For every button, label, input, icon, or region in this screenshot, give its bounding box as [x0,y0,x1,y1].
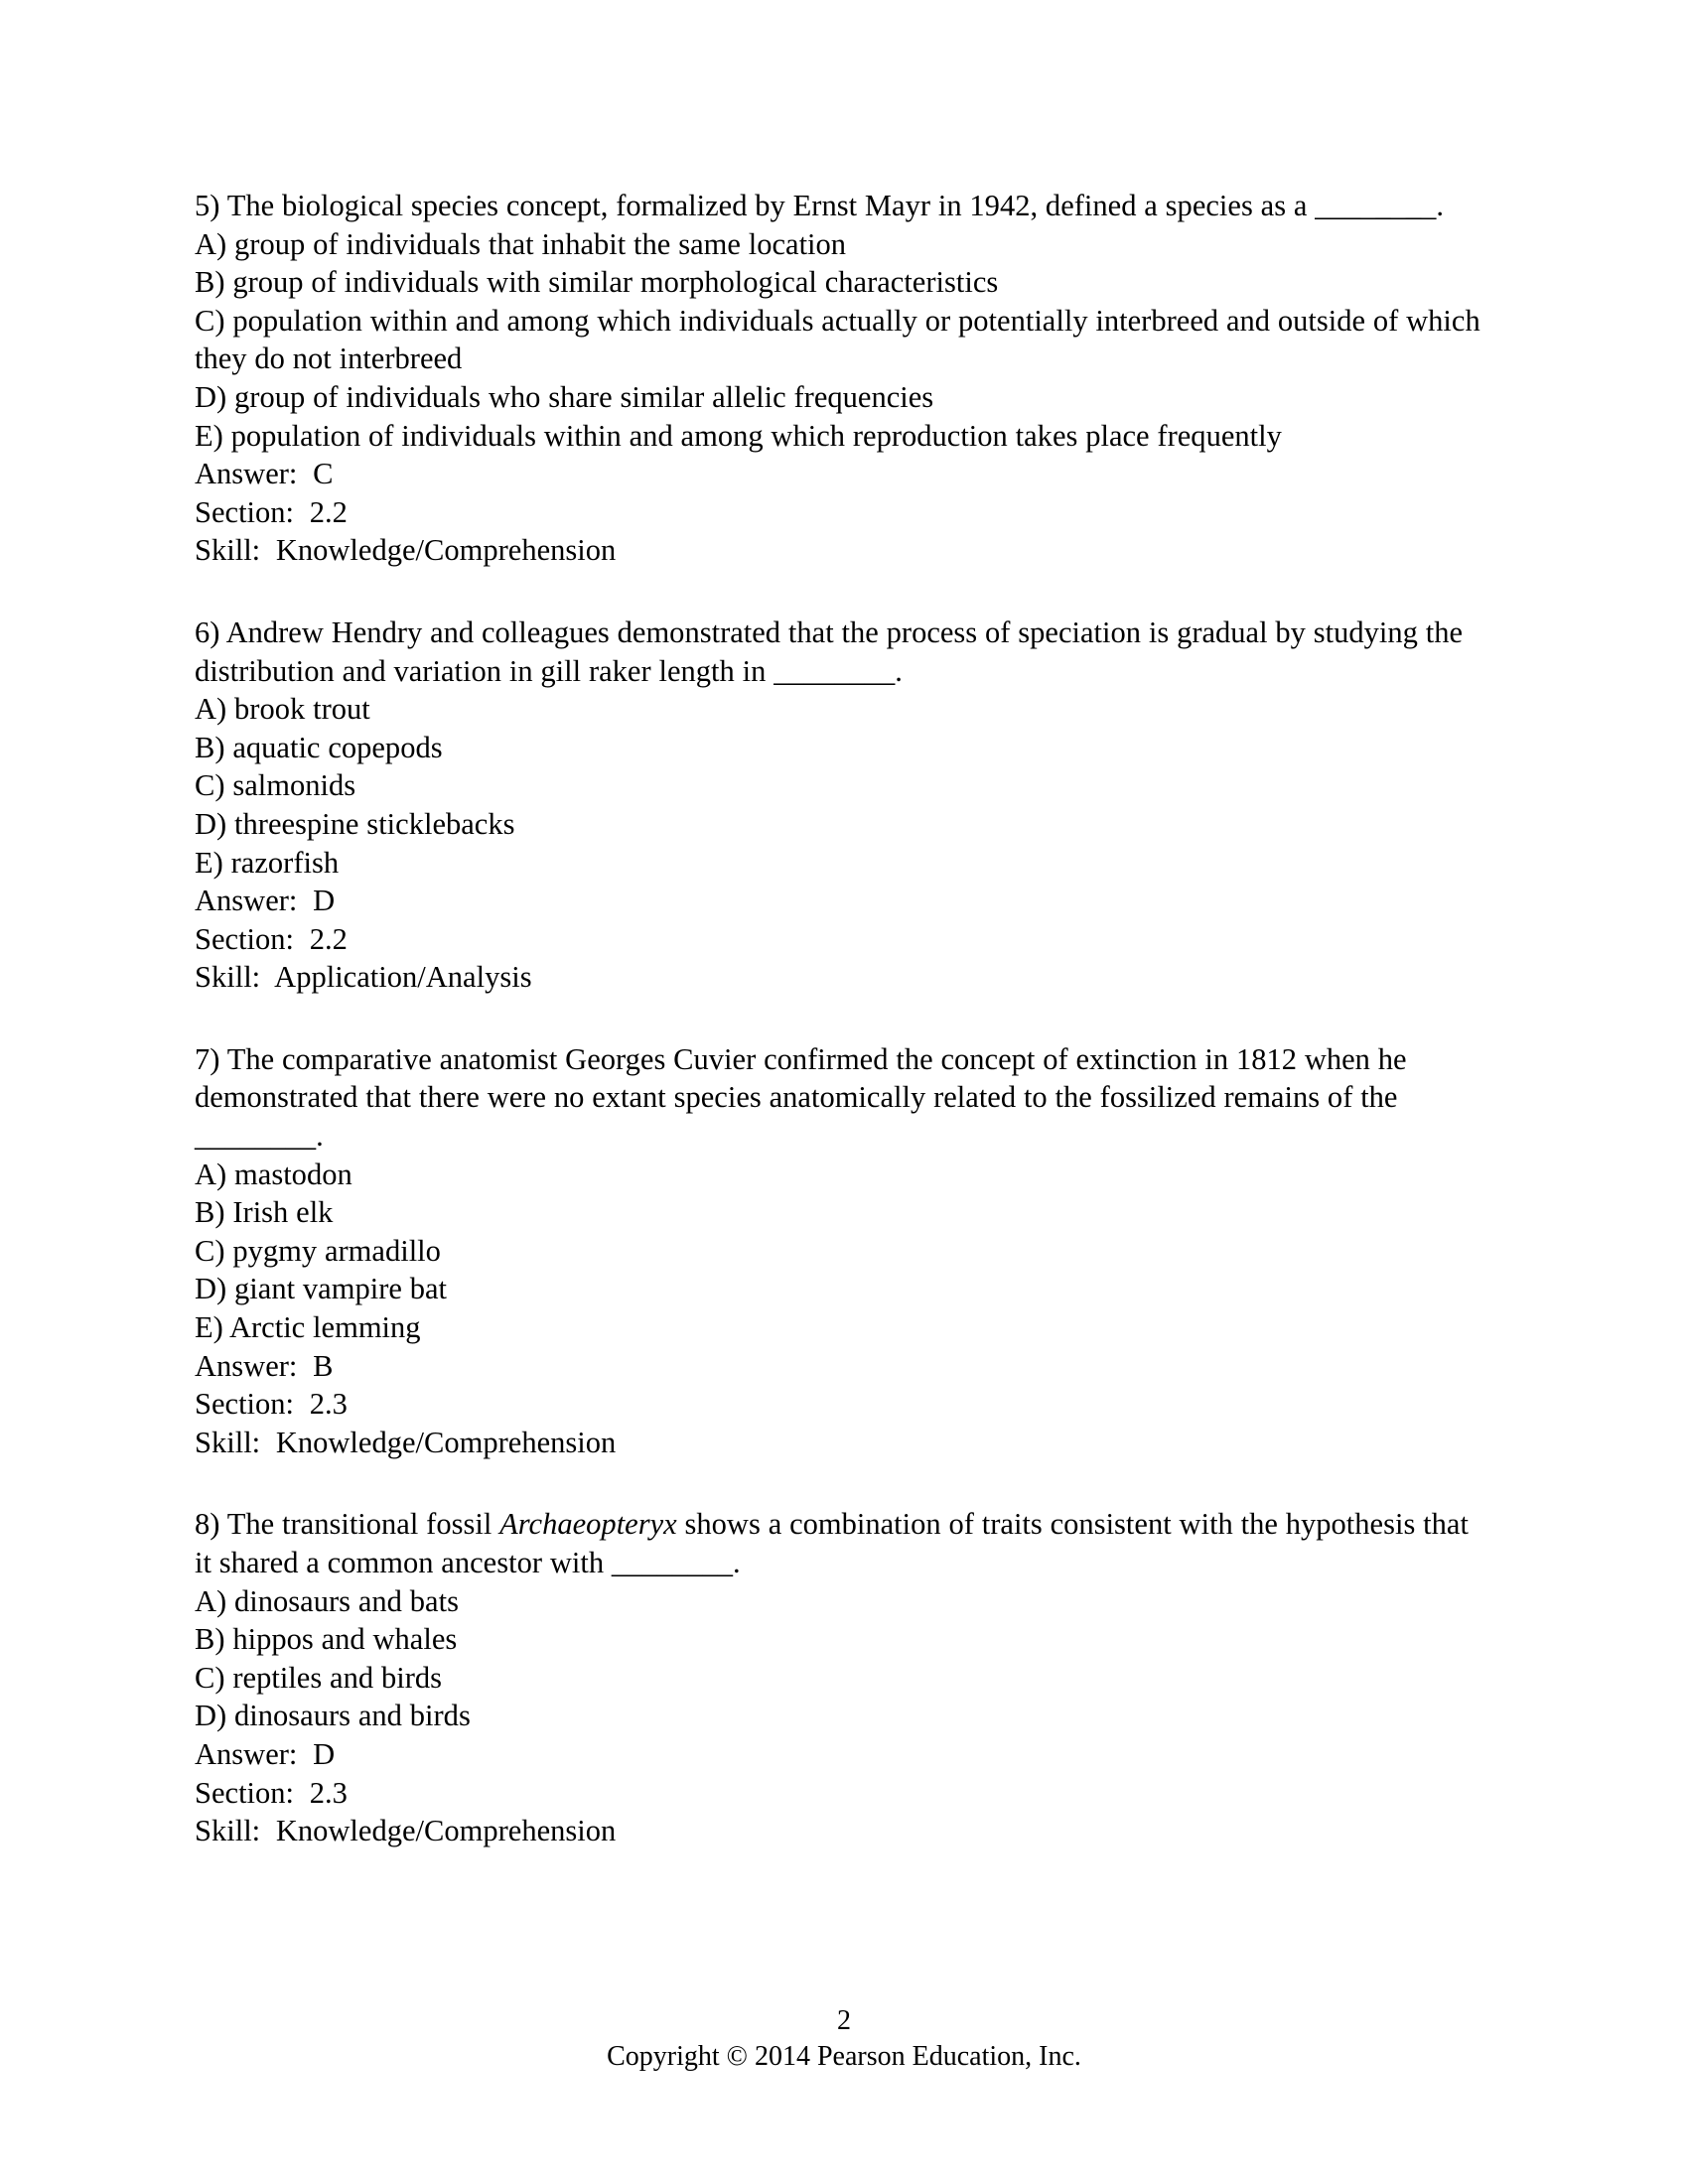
section-line: Section: 2.2 [195,494,348,529]
question-block-5 [195,187,1505,570]
answer-line: Answer: D [195,1736,336,1771]
question-option: D) threespine sticklebacks [195,806,515,841]
question-stem: 7) The comparative anatomist Georges Cuvier confirmed the concept of extinction in 1812 when he demonstrated that there were no extant species anatomically related to the fossilized remains of the ________. [195,1041,1415,1154]
page-content [195,187,1505,1850]
question-option: C) pygmy armadillo [195,1233,441,1268]
question-option: E) Arctic lemming [195,1310,421,1345]
question-stem [195,1505,1477,1581]
question-option: B) aquatic copepods [195,730,443,764]
page-footer [0,2003,1688,2075]
answer-line: Answer: C [195,457,334,491]
question-stem: 6) Andrew Hendry and colleagues demonstrated that the process of speciation is gradual by studying the distribution and variation in gill raker length in ________. [195,614,1471,688]
question-stem: 5) The biological species concept, formalized by Ernst Mayr in 1942, defined a species as a ________. [195,189,1445,222]
question-option: E) razorfish [195,845,340,880]
question-block-6 [195,614,1505,997]
question-option: D) group of individuals who share similar allelic frequencies [195,379,934,414]
question-option: D) giant vampire bat [195,1272,448,1306]
question-option: D) dinosaurs and birds [195,1699,471,1733]
question-option: E) population of individuals within and among which reproduction takes place frequently [195,418,1282,453]
question-option: C) population within and among which individuals actually or potentially interbreed and outside of which they do not interbreed [195,303,1488,376]
question-option: B) Irish elk [195,1195,334,1230]
section-line: Section: 2.3 [195,1775,348,1810]
question-stem-part2: shows a combination of traits consistent with the hypothesis that it shared a common ancestor with ________. [195,1507,1477,1579]
copyright-notice: Copyright © 2014 Pearson Education, Inc. [607,2041,1081,2072]
question-stem-part1: 8) The transitional fossil [195,1507,500,1542]
question-block-8 [195,1505,1505,1849]
skill-line: Skill: Knowledge/Comprehension [195,533,617,568]
skill-line: Skill: Application/Analysis [195,960,532,995]
question-option: A) mastodon [195,1157,352,1191]
question-option: C) reptiles and birds [195,1660,442,1695]
answer-line: Answer: B [195,1348,334,1383]
section-line: Section: 2.2 [195,921,348,956]
skill-line: Skill: Knowledge/Comprehension [195,1814,617,1848]
question-option: A) dinosaurs and bats [195,1583,459,1618]
question-option: B) hippos and whales [195,1622,458,1657]
question-block-7 [195,1040,1505,1462]
skill-line: Skill: Knowledge/Comprehension [195,1425,617,1459]
question-option: B) group of individuals with similar morphological characteristics [195,265,999,300]
page-number: 2 [837,2005,851,2036]
answer-line: Answer: D [195,884,336,918]
question-option: A) brook trout [195,692,370,727]
species-name-italic: Archaeopteryx [499,1507,677,1542]
question-option: A) group of individuals that inhabit the same location [195,226,847,261]
section-line: Section: 2.3 [195,1387,348,1422]
question-option: C) salmonids [195,768,356,803]
